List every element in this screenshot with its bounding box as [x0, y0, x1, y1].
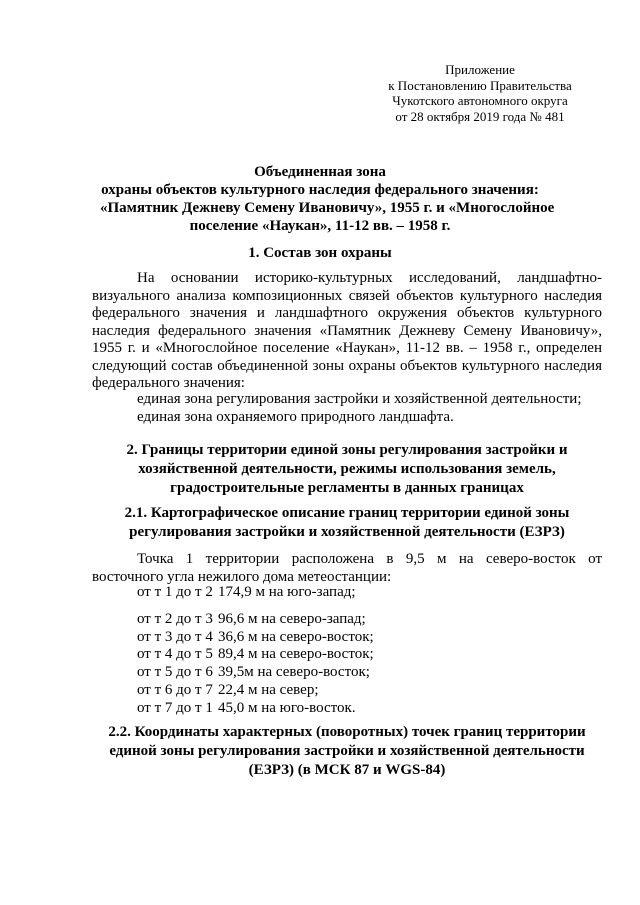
heading-line: единой зоны регулирования застройки и хозяйственной деятельности	[109, 743, 585, 759]
segment-row	[137, 611, 374, 629]
paragraph-line: следующий состав объединенной зоны охраны объектов культурного наследия	[92, 357, 602, 374]
segment-from: от т 5 до т 6	[137, 664, 213, 681]
paragraph-line: федерального значения и ландшафтного окружения объектов культурного	[92, 305, 602, 321]
segment-desc: 22,4 м на север;	[218, 681, 319, 698]
segment-from: от т 3 до т 4	[137, 628, 213, 645]
section1-heading: 1. Состав зон охраны	[248, 245, 392, 261]
section21-heading	[92, 504, 602, 542]
paragraph-line: На основании историко-культурных исследований, ландшафтно-	[137, 270, 602, 286]
segment-row	[137, 664, 374, 682]
appendix-line: Чукотского автономного округа	[392, 93, 568, 108]
appendix-line: Приложение	[445, 62, 515, 77]
point-description	[92, 551, 602, 586]
title-line: охраны объектов культурного наследия федерального значения:	[101, 182, 539, 198]
segment-desc: 96,6 м на северо-запад;	[218, 610, 366, 627]
segment-desc: 174,9 м на юго-запад;	[218, 584, 356, 600]
appendix-header	[380, 62, 580, 124]
section22-heading	[92, 723, 602, 780]
section1-paragraph	[92, 270, 602, 393]
segment-row	[137, 629, 374, 647]
segment-from: от т 7 до т 1	[137, 699, 213, 716]
heading-line: 2.2. Координаты характерных (поворотных) точек границ территории	[108, 724, 586, 740]
segment-desc: 89,4 м на северо-восток;	[218, 646, 374, 663]
title-line: «Памятник Дежневу Семену Ивановичу», 1955 г. и «Многослойное	[100, 200, 555, 216]
heading-line: хозяйственной деятельности, режимы использования земель,	[138, 461, 556, 477]
title-line: Объединенная зона	[254, 164, 386, 180]
heading-line: 2. Границы территории единой зоны регулирования застройки и	[126, 442, 568, 458]
segment-desc: 36,6 м на северо-восток;	[218, 628, 374, 645]
segment-row	[137, 584, 374, 602]
paragraph-line: 1955 г. и «Многослойное поселение «Наукан», 11-12 вв. – 1958 г., определен	[92, 340, 602, 356]
zone-list	[137, 391, 582, 426]
segment-from: от т 6 до т 7	[137, 681, 213, 698]
list-item: единая зона охраняемого природного ландшафта.	[137, 408, 454, 425]
paragraph-line: федерального значения:	[92, 375, 245, 391]
heading-line: 2.1. Картографическое описание границ территории единой зоны	[124, 505, 570, 521]
segment-row	[137, 646, 374, 664]
point-line: восточного угла нежилого дома метеостанции:	[92, 568, 392, 585]
segment-row	[137, 682, 374, 700]
segment-desc: 45,0 м на юго-восток.	[218, 699, 356, 716]
segment-from: от т 1 до т 2	[137, 584, 213, 600]
appendix-line: к Постановлению Правительства	[388, 77, 572, 93]
segment-row	[137, 700, 374, 718]
title-line: поселение «Наукан», 11-12 вв. – 1958 г.	[189, 218, 451, 234]
heading-line: регулирования застройки и хозяйственной деятельности (ЕЗРЗ)	[129, 524, 565, 540]
segment-list	[137, 584, 374, 718]
appendix-line: от 28 октября 2019 года № 481	[395, 108, 565, 124]
section2-heading	[92, 441, 602, 498]
heading-line: (ЕЗРЗ) (в МСК 87 и WGS-84)	[248, 762, 446, 778]
list-item: единая зона регулирования застройки и хозяйственной деятельности;	[137, 391, 582, 407]
segment-desc: 39,5м на северо-восток;	[218, 664, 370, 681]
paragraph-line: визуального анализа композиционных связей объектов культурного наследия	[92, 287, 602, 304]
segment-from: от т 4 до т 5	[137, 646, 213, 663]
heading-line: градостроительные регламенты в данных границах	[170, 480, 524, 496]
point-line: Точка 1 территории расположена в 9,5 м на северо-восток от	[137, 551, 602, 567]
document-title	[100, 163, 555, 235]
segment-from: от т 2 до т 3	[137, 610, 213, 627]
paragraph-line: наследия федерального значения «Памятник Дежневу Семену Ивановичу»,	[92, 322, 602, 339]
